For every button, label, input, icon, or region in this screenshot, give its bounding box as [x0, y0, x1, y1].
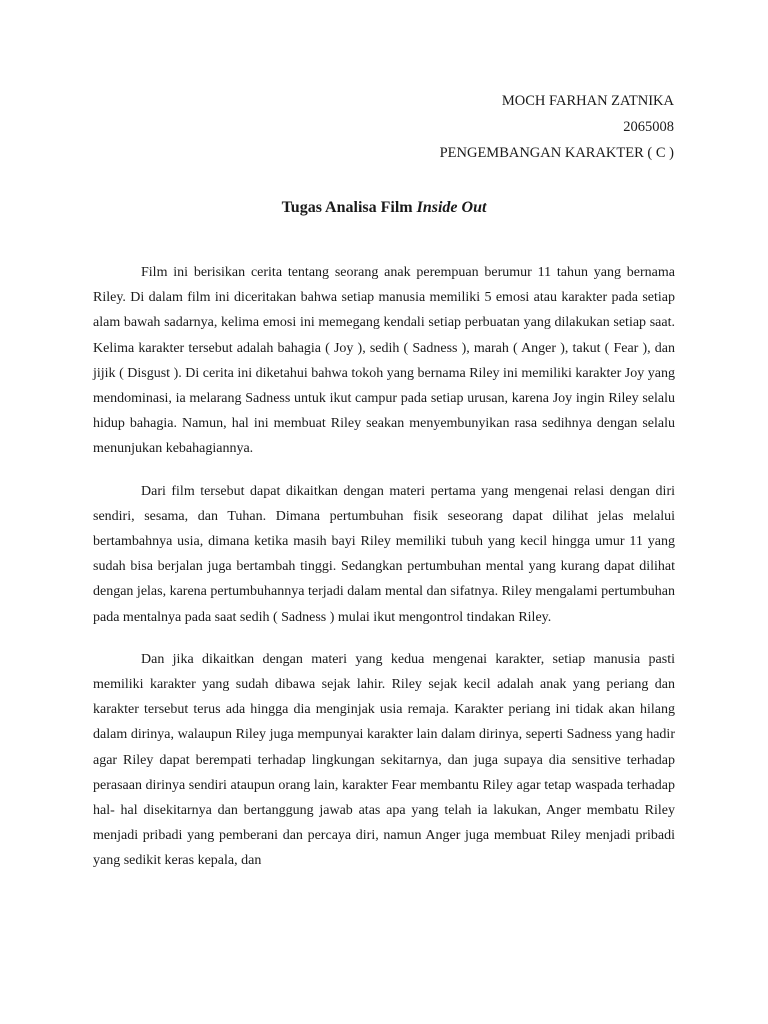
paragraph-3: Dan jika dikaitkan dengan materi yang kedua mengenai karakter, setiap manusia pasti memiliki karakter yang sudah dibawa sejak lahir. Riley sejak kecil adalah anak yang periang dan karakter tersebut terus ada hingga dia menginjak usia remaja. Karakter periang ini tidak akan hilang dalam dirinya, walaupun Riley juga mempunyai karakter lain dalam dirinya, seperti Sadness yang hadir agar Riley dapat berempati terhadap lingkungan sekitarnya, dan juga supaya dia sensitive terhadap perasaan dirinya sendiri ataupun orang lain, karakter Fear membantu Riley agar tetap waspada terhadap hal- hal disekitarnya dan bertanggung jawab atas apa yang telah ia lakukan, Anger membatu Riley menjadi pribadi yang pemberani dan percaya diri, namun Anger juga membuat Riley menjadi pribadi yang sedikit keras kepala, dan: [93, 651, 675, 869]
title-film-name: Inside Out: [416, 199, 487, 216]
document-title: [0, 199, 768, 217]
course-name: PENGEMBANGAN KARAKTER ( C ): [439, 145, 674, 161]
paragraph-1: Film ini berisikan cerita tentang seorang anak perempuan berumur 11 tahun yang bernama Riley. Di dalam film ini diceritakan bahwa setiap manusia memiliki 5 emosi atau karakter pada setiap alam bawah sadarnya, kelima emosi ini memegang kendali setiap perbuatan yang dilakukan setiap saat. Kelima karakter tersebut adalah bahagia ( Joy ), sedih ( Sadness ), marah ( Anger ), takut ( Fear ), dan jijik ( Disgust ). Di cerita ini diketahui bahwa tokoh yang bernama Riley ini memiliki karakter Joy yang mendominasi, ia melarang Sadness untuk ikut campur pada setiap urusan, karena Joy ingin Riley selalu hidup bahagia. Namun, hal ini membuat Riley seakan menyembunyikan rasa sedihnya dengan selalu menunjukan kebahagiannya.: [93, 265, 675, 457]
student-id: 2065008: [623, 119, 674, 135]
document-body: [93, 260, 675, 891]
paragraph-2: Dari film tersebut dapat dikaitkan dengan materi pertama yang mengenai relasi dengan diri sendiri, sesama, dan Tuhan. Dimana pertumbuhan fisik seseorang dapat dilihat jelas melalui bertambahnya usia, dimana ketika masih bayi Riley memiliki tubuh yang kecil hingga umur 11 yang sudah bisa berjalan juga bertambah tinggi. Sedangkan pertumbuhan mental yang kurang dapat dilihat dengan jelas, karena pertumbuhannya terjadi dalam mental dan sifatnya. Riley mengalami pertumbuhan pada mentalnya pada saat sedih ( Sadness ) mulai ikut mengontrol tindakan Riley.: [93, 483, 675, 625]
title-prefix: Tugas Analisa Film: [281, 199, 413, 216]
author-name: MOCH FARHAN ZATNIKA: [501, 93, 674, 109]
author-header: [440, 88, 674, 166]
